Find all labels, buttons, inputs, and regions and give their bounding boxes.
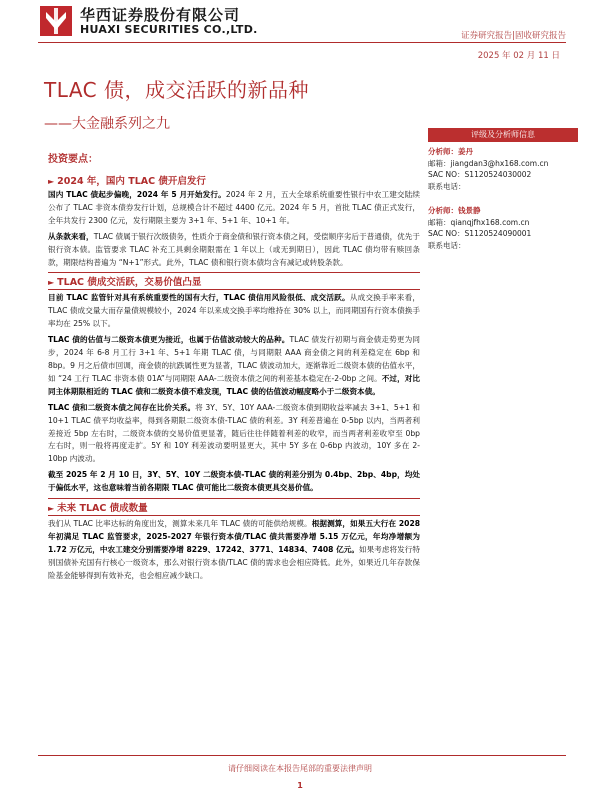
analyst-phone: 联系电话： — [428, 240, 466, 250]
analyst-phone: 联系电话： — [428, 181, 466, 191]
section-title: ► 未来 TLAC 债成数量 — [48, 498, 420, 516]
triangle-bullet-icon: ► — [48, 278, 55, 288]
section-title: ► 2024 年，国内 TLAC 债开启发行 — [48, 176, 206, 187]
analyst-role: 分析师： — [428, 147, 458, 156]
paragraph: 国内 TLAC 债起步偏晚，2024 年 5 月开始发行。2024 年 2 月，五大全球系统重要性银行中农工建交陆续公布了 TLAC 非资本债券发行计划，总规模合计不超过 4400 亿元。2024 年 5 月，首批 TLAC 债正式发行，全年共发行 2300 亿元，发行期限主要为 3+1 年、5+1 年、10+1 年。 — [48, 190, 420, 225]
triangle-bullet-icon: ► — [48, 504, 55, 514]
paragraph: 截至 2025 年 2 月 10 日，3Y、5Y、10Y 二级资本债-TLAC 债的利差分别为 0.4bp、2bp、4bp，均处于偏低水平，这也意味着当前各期限 TLAC 债可能比二级资本债更具交易价值。 — [48, 470, 420, 493]
analyst-card — [428, 205, 588, 251]
analyst-info-header: 评级及分析师信息 — [428, 128, 578, 142]
paragraph: 我们从 TLAC 比率达标的角度出发，测算未来几年 TLAC 债的可能供给规模。根据测算，如果五大行在 2028 年初满足 TLAC 监管要求，2025-2027 年银行资本债/TLAC 债共需要净增 5.15 万亿元，年均净增额为 1.72 万亿元，中农工建交分别需要净增 8229、17242、3771、14834、7408 亿元。如果考虑将发行特别国债补充国有行核心一级资本，那么对银行资本债/TLAC 债的需求也会相应降低。此外，如果近几年存款保险基金能够得到有效补充，也会相应减少缺口。 — [48, 519, 421, 580]
analyst-name: 钱景静 — [458, 206, 481, 215]
section-title: ► TLAC 债成交活跃，交易价值凸显 — [48, 272, 420, 290]
brand-name-en: HUAXI SECURITIES CO.,LTD. — [80, 23, 258, 36]
main-content — [48, 150, 420, 586]
report-type: 证券研究报告|固收研究报告 — [461, 31, 566, 41]
report-subtitle: ——大金融系列之九 — [44, 116, 170, 132]
brand-name-cn: 华西证券股份有限公司 — [80, 6, 241, 24]
huaxi-logo-icon — [38, 4, 74, 38]
analyst-email: 邮箱：qianqjfhx168.com.cn — [428, 217, 530, 227]
paragraph: TLAC 债和二级资本债之间存在比价关系。将 3Y、5Y、10Y AAA-二级资本债到期收益率减去 3+1、5+1 和 10+1 TLAC 债平均收益率，得到各期限二级资本债-TLAC 债的利差。3Y 利差普遍在 0-5bp 以内，当两者利差接近 5bp 左右时，二级资本债的交易价值更显著，随后往往伴随着利差的收窄，而当两者利差收窄至 0bp 左右时，则一般将再度走扩。5Y 和 10Y 利差波动要明显更大，其中 5Y 多在 0-6bp 内波动，10Y 多在 2-10bp 内波动。 — [48, 402, 420, 464]
analyst-role: 分析师： — [428, 206, 458, 215]
header-divider — [38, 42, 566, 43]
analyst-email: 邮箱：jiangdan3@hx168.com.cn — [428, 158, 549, 168]
page-number: 1 — [297, 781, 303, 790]
analyst-name: 姜丹 — [458, 147, 473, 156]
paragraph: 从条款来看，TLAC 债属于银行次级债务，性质介于商金债和银行资本债之间，受偿顺序劣后于普通债，优先于银行资本债。监管要求 TLAC 补充工具剩余期限需在 1 年以上（或无到期日），因此 TLAC 债均带有赎回条款，期限结构普遍为 “N+1”形式。此外，TLAC 债和银行资本债均含有减记或转股条款。 — [48, 231, 421, 267]
key-points-title: 投资要点： — [48, 154, 98, 165]
analyst-card — [428, 146, 588, 192]
report-date: 2025 年 02 月 11 日 — [477, 51, 560, 61]
analyst-sac: SAC NO：S1120524090001 — [428, 229, 532, 238]
paragraph: TLAC 债的估值与二级资本债更为接近，也属于估值波动较大的品种。TLAC 债发行初期与商金债走势更为同步，2024 年 6-8 月工行 3+1 年、5+1 年期 TLAC 债，与同期限 AAA 商金债之间的利差稳定在 6bp 和 8bp。9 月之后债市回调，商金债的抗跌属性更为显著，TLAC 债波动加大，逐渐靠近二级资本债的估值水平，如 “24 工行 TLAC 非资本债 01A”与同期限 AAA-二级资本债之间的利差基本稳定在-2-0bp 之间。不过，对比同主体期限相近的 TLAC 债和二级资本债不难发现，TLAC 债的估值波动幅度略小于二级资本债。 — [48, 335, 420, 396]
report-title: TLAC 债，成交活跃的新品种 — [44, 78, 309, 102]
analyst-sac: SAC NO：S1120524030002 — [428, 170, 532, 179]
legal-disclaimer: 请仔细阅读在本报告尾部的重要法律声明 — [228, 764, 372, 773]
footer-divider — [38, 755, 566, 756]
paragraph: 目前 TLAC 监管针对具有系统重要性的国有大行，TLAC 债信用风险很低、成交活跃。从成交换手率来看，TLAC 债成交量大而存量债规模较小，2024 年以来成交换手率均维持在 30% 以上，而同期国有行资本债换手率均在 25% 以下。 — [48, 293, 420, 329]
triangle-bullet-icon: ► — [48, 177, 55, 186]
